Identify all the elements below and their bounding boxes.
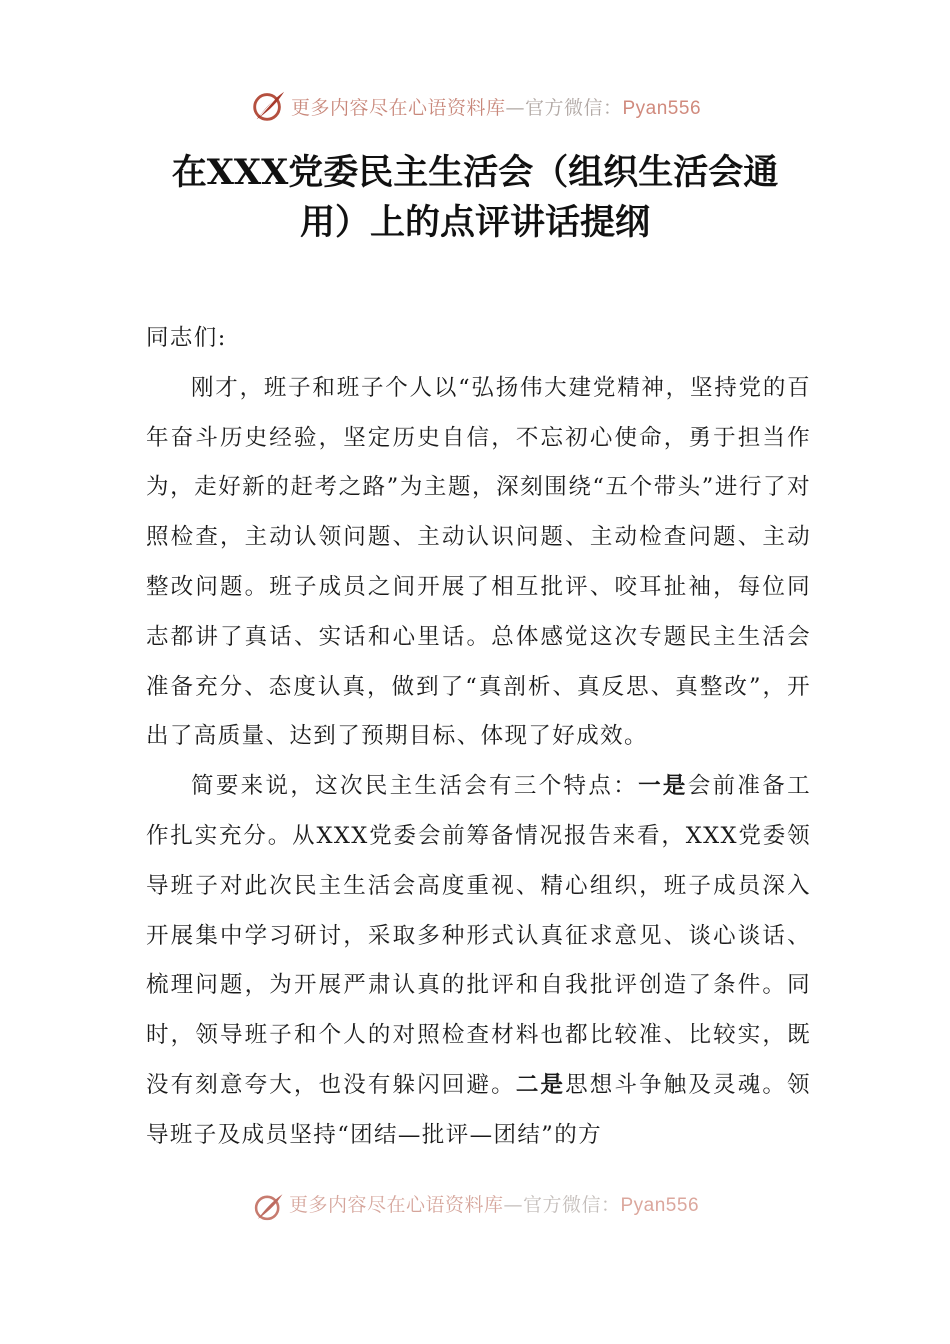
footer-watermark-clipped [251,1190,699,1232]
footer-quill-logo-icon [251,1190,285,1224]
footer-separator: — [503,1194,523,1216]
footer-watermark-text [289,1190,699,1217]
header-watermark-text [291,93,701,120]
title-line-2: 用）上的点评讲话提纲 [299,202,650,243]
document-title [100,148,850,248]
salutation: 同志们: [146,325,227,351]
point-two-text: 思想斗争触及灵魂。领导班子及成员坚持“团结—批评—团结”的方 [146,1071,811,1148]
quill-logo-icon [249,87,287,125]
paragraph-2-intro: 简要来说，这次民主生活会有三个特点： [191,773,639,800]
page-header-watermark [0,84,950,128]
point-two-label: 二是 [515,1071,566,1098]
page-footer-watermark [0,1194,950,1232]
header-separator: — [505,96,525,119]
header-wechat-id: Pyan556 [622,97,702,119]
point-one-label: 一是 [638,773,688,800]
document-body [146,314,811,1161]
footer-wechat-label: 官方微信： [522,1194,621,1216]
paragraph-1: 刚才，班子和班子个人以“弘扬伟大建党精神，坚持党的百年奋斗历史经验，坚定历史自信，不忘初心使命，勇于担当作为，走好新的赶考之路”为主题，深刻围绕“五个带头”进行了对照检查，主动认领问题、主动认识问题、主动检查问题、主动整改问题。班子成员之间开展了相互批评、咬耳扯袖，每位同志都讲了真话、实话和心里话。总体感觉这次专题民主生活会准备充分、态度认真，做到了“真剖析、真反思、真整改”，开出了高质量、达到了预期目标、体现了好成效。 [146,374,811,750]
point-one-text: 会前准备工作扎实充分。从XXX党委会前筹备情况报告来看，XXX党委领导班子对此次民主生活会高度重视、精心组织，班子成员深入开展集中学习研讨，采取多种形式认真征求意见、谈心谈话、梳理问题，为开展严肃认真的批评和自我批评创造了条件。同时，领导班子和个人的对照检查材料也都比较准、比较实，既没有刻意夸大，也没有躲闪回避。 [146,773,811,1098]
title-line-1: 在XXX党委民主生活会（组织生活会通 [171,152,779,193]
header-wechat-label: 官方微信： [524,96,623,119]
footer-wechat-id: Pyan556 [620,1195,700,1216]
footer-site-text: 更多内容尽在心语资料库 [288,1194,504,1216]
paragraph-2 [146,762,811,1160]
header-site-text: 更多内容尽在心语资料库 [290,96,506,119]
